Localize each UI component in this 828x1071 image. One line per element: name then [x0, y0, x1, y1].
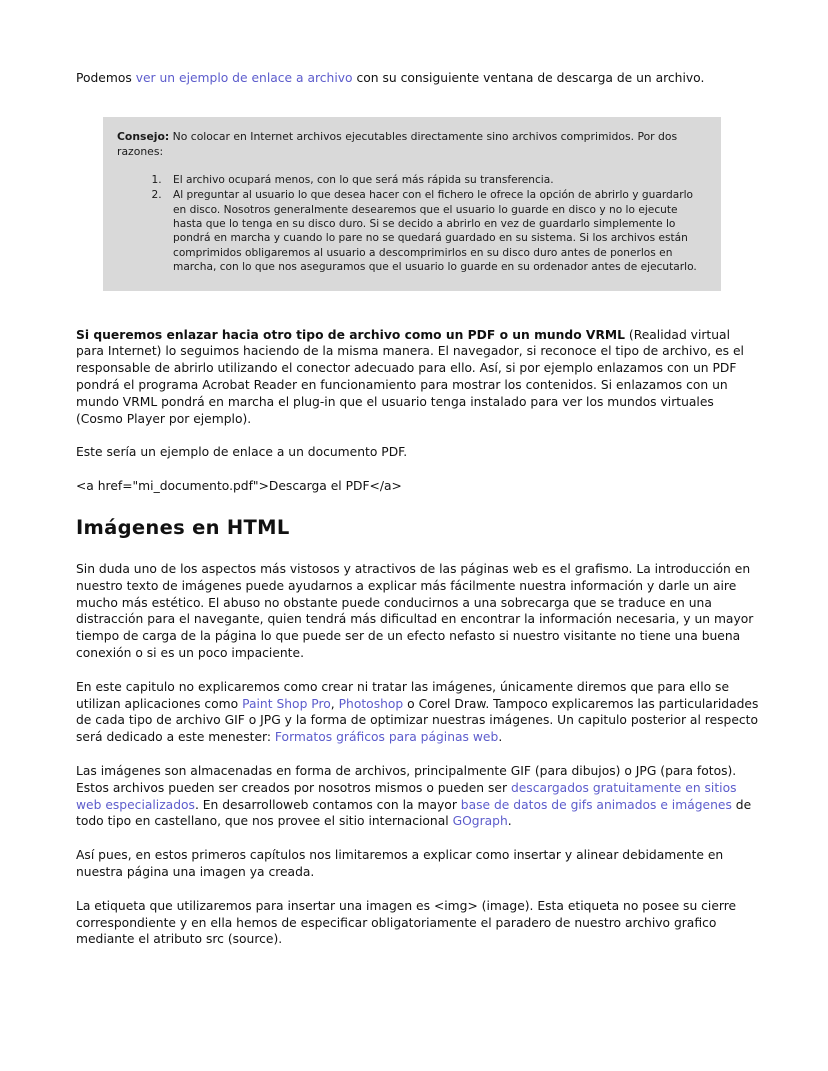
spacer — [76, 881, 760, 898]
spacer — [76, 461, 760, 478]
spacer — [76, 662, 760, 679]
storage-paragraph — [76, 763, 760, 830]
spacer — [76, 746, 760, 763]
spacer — [76, 427, 760, 444]
tip-intro-body: No colocar en Internet archivos ejecutables directamente sino archivos comprimidos. Por dos razones: — [117, 129, 678, 158]
consejo-tip-box — [103, 117, 721, 291]
spacer — [76, 495, 760, 516]
tip-reasons-list — [117, 173, 707, 275]
tip-label: Consejo: — [117, 129, 170, 143]
tools-paragraph — [76, 679, 760, 746]
paint-shop-pro-link[interactable]: Paint Shop Pro — [242, 696, 331, 711]
photoshop-link[interactable]: Photoshop — [338, 696, 404, 711]
img-tag-paragraph: La etiqueta que utilizaremos para insertar una imagen es <img> (image). Esta etiqueta no posee su cierre correspondiente y en ella hemos de especificar obligatoriamente el paradero de nuestro archivo grafico mediante el atributo src (source). — [76, 898, 737, 947]
spacer — [76, 830, 760, 847]
storage-text-1: Las imágenes son almacenadas en forma de archivos, principalmente GIF (para dibujos) o JPG (para fotos). Estos archivos pueden ser creados por nosotros mismos o pueden ser — [76, 763, 737, 795]
base-de-datos-gifs-link[interactable]: base de datos de gifs animados e imágenes — [460, 797, 732, 812]
list-item: 1. El archivo ocupará menos, con lo que será más rápida su transferencia. — [165, 173, 707, 187]
spacer — [76, 540, 760, 561]
pdf-example-intro: Este sería un ejemplo de enlace a un documento PDF. — [76, 445, 408, 460]
list-item: 2. Al preguntar al usuario lo que desea hacer con el fichero le ofrece la opción de abrirlo y guardarlo en disco. Nosotros generalmente desearemos que el usuario lo guarde en disco y no lo ejecute hasta que lo tenga en su disco duro. Si se decido a abrirlo en vez de guardarlo simplemente lo pondrá en marcha y cuando lo pare no se quedará guardado en su sistema. Si los archivos están comprimidos obligaremos al usuario a descomprimirlos en su disco duro antes de ponerlos en marcha, con lo que nos aseguramos que el usuario lo guarde en su ordenador antes de ejecutarlo. — [165, 188, 707, 274]
intro-text-before: Podemos — [76, 71, 136, 85]
pdf-vrml-bold-lead: Si queremos enlazar hacia otro tipo de archivo como un PDF o un mundo VRML — [76, 327, 625, 342]
tools-text-4: . — [498, 730, 503, 745]
storage-text-4: . — [507, 814, 512, 829]
tools-text-1: En este capitulo no explicaremos como crear ni tratar las imágenes, únicamente diremos que para ello se utilizan aplicaciones como — [76, 679, 730, 711]
tools-text-3: o Corel Draw. Tampoco explicaremos las particularidades de cada tipo de archivo GIF o JPG y la forma de optimizar nuestras imágenes. Un capitulo posterior al respecto será dedicado a este menester: — [76, 696, 759, 745]
pdf-vrml-paragraph — [76, 327, 760, 428]
formatos-graficos-link[interactable]: Formatos gráficos para páginas web — [274, 730, 499, 745]
gograph-link[interactable]: GOgraph — [452, 814, 508, 829]
intro-text-after: con su consiguiente ventana de descarga de un archivo. — [352, 71, 705, 85]
ejemplo-enlace-archivo-link[interactable]: ver un ejemplo de enlace a archivo — [135, 71, 353, 85]
storage-text-3: de todo tipo en castellano, que nos provee el sitio internacional — [76, 797, 752, 829]
page-title: Imágenes en HTML — [76, 516, 290, 540]
chapters-paragraph: Así pues, en estos primeros capítulos nos limitaremos a explicar como insertar y alinear debidamente en nuestra página una imagen ya creada. — [76, 848, 724, 879]
descargados-gratuitamente-link[interactable]: descargados gratuitamente en sitios web especializados — [76, 780, 737, 812]
graphics-paragraph: Sin duda uno de los aspectos más vistosos y atractivos de las páginas web es el grafismo. La introducción en nuestro texto de imágenes puede ayudarnos a explicar más fácilmente nuestra información y darle un aire mucho más estético. El abuso no obstante puede conducirnos a una sobrecarga que se traduce en una distracción para el navegante, quien tendrá más dificultad en encontrar la información necesaria, y un mayor tiempo de carga de la página lo que puede ser de un efecto nefasto si nuestro visitante no tiene una buena conexión o si es un poco impaciente. — [76, 562, 754, 660]
pdf-vrml-body: (Realidad virtual para Internet) lo seguimos haciendo de la misma manera. El navegador, si reconoce el tipo de archivo, es el responsable de abrirlo utilizando el conector adecuado para ello. Así, si por ejemplo enlazamos con un PDF pondrá el programa Acrobat Reader en funcionamiento para mostrar los contenidos. Si enlazamos con un mundo VRML pondrá en marcha el plug-in que el usuario tenga instalado para ver los mundos virtuales (Cosmo Player por ejemplo). — [76, 327, 744, 426]
tools-text-2: , — [330, 696, 339, 711]
tip-intro-text — [117, 129, 707, 159]
pdf-code-sample: <a href="mi_documento.pdf">Descarga el PDF</a> — [76, 479, 402, 494]
intro-paragraph — [76, 70, 760, 87]
spacer — [76, 291, 760, 327]
storage-text-2: . En desarrolloweb contamos con la mayor — [194, 797, 461, 812]
